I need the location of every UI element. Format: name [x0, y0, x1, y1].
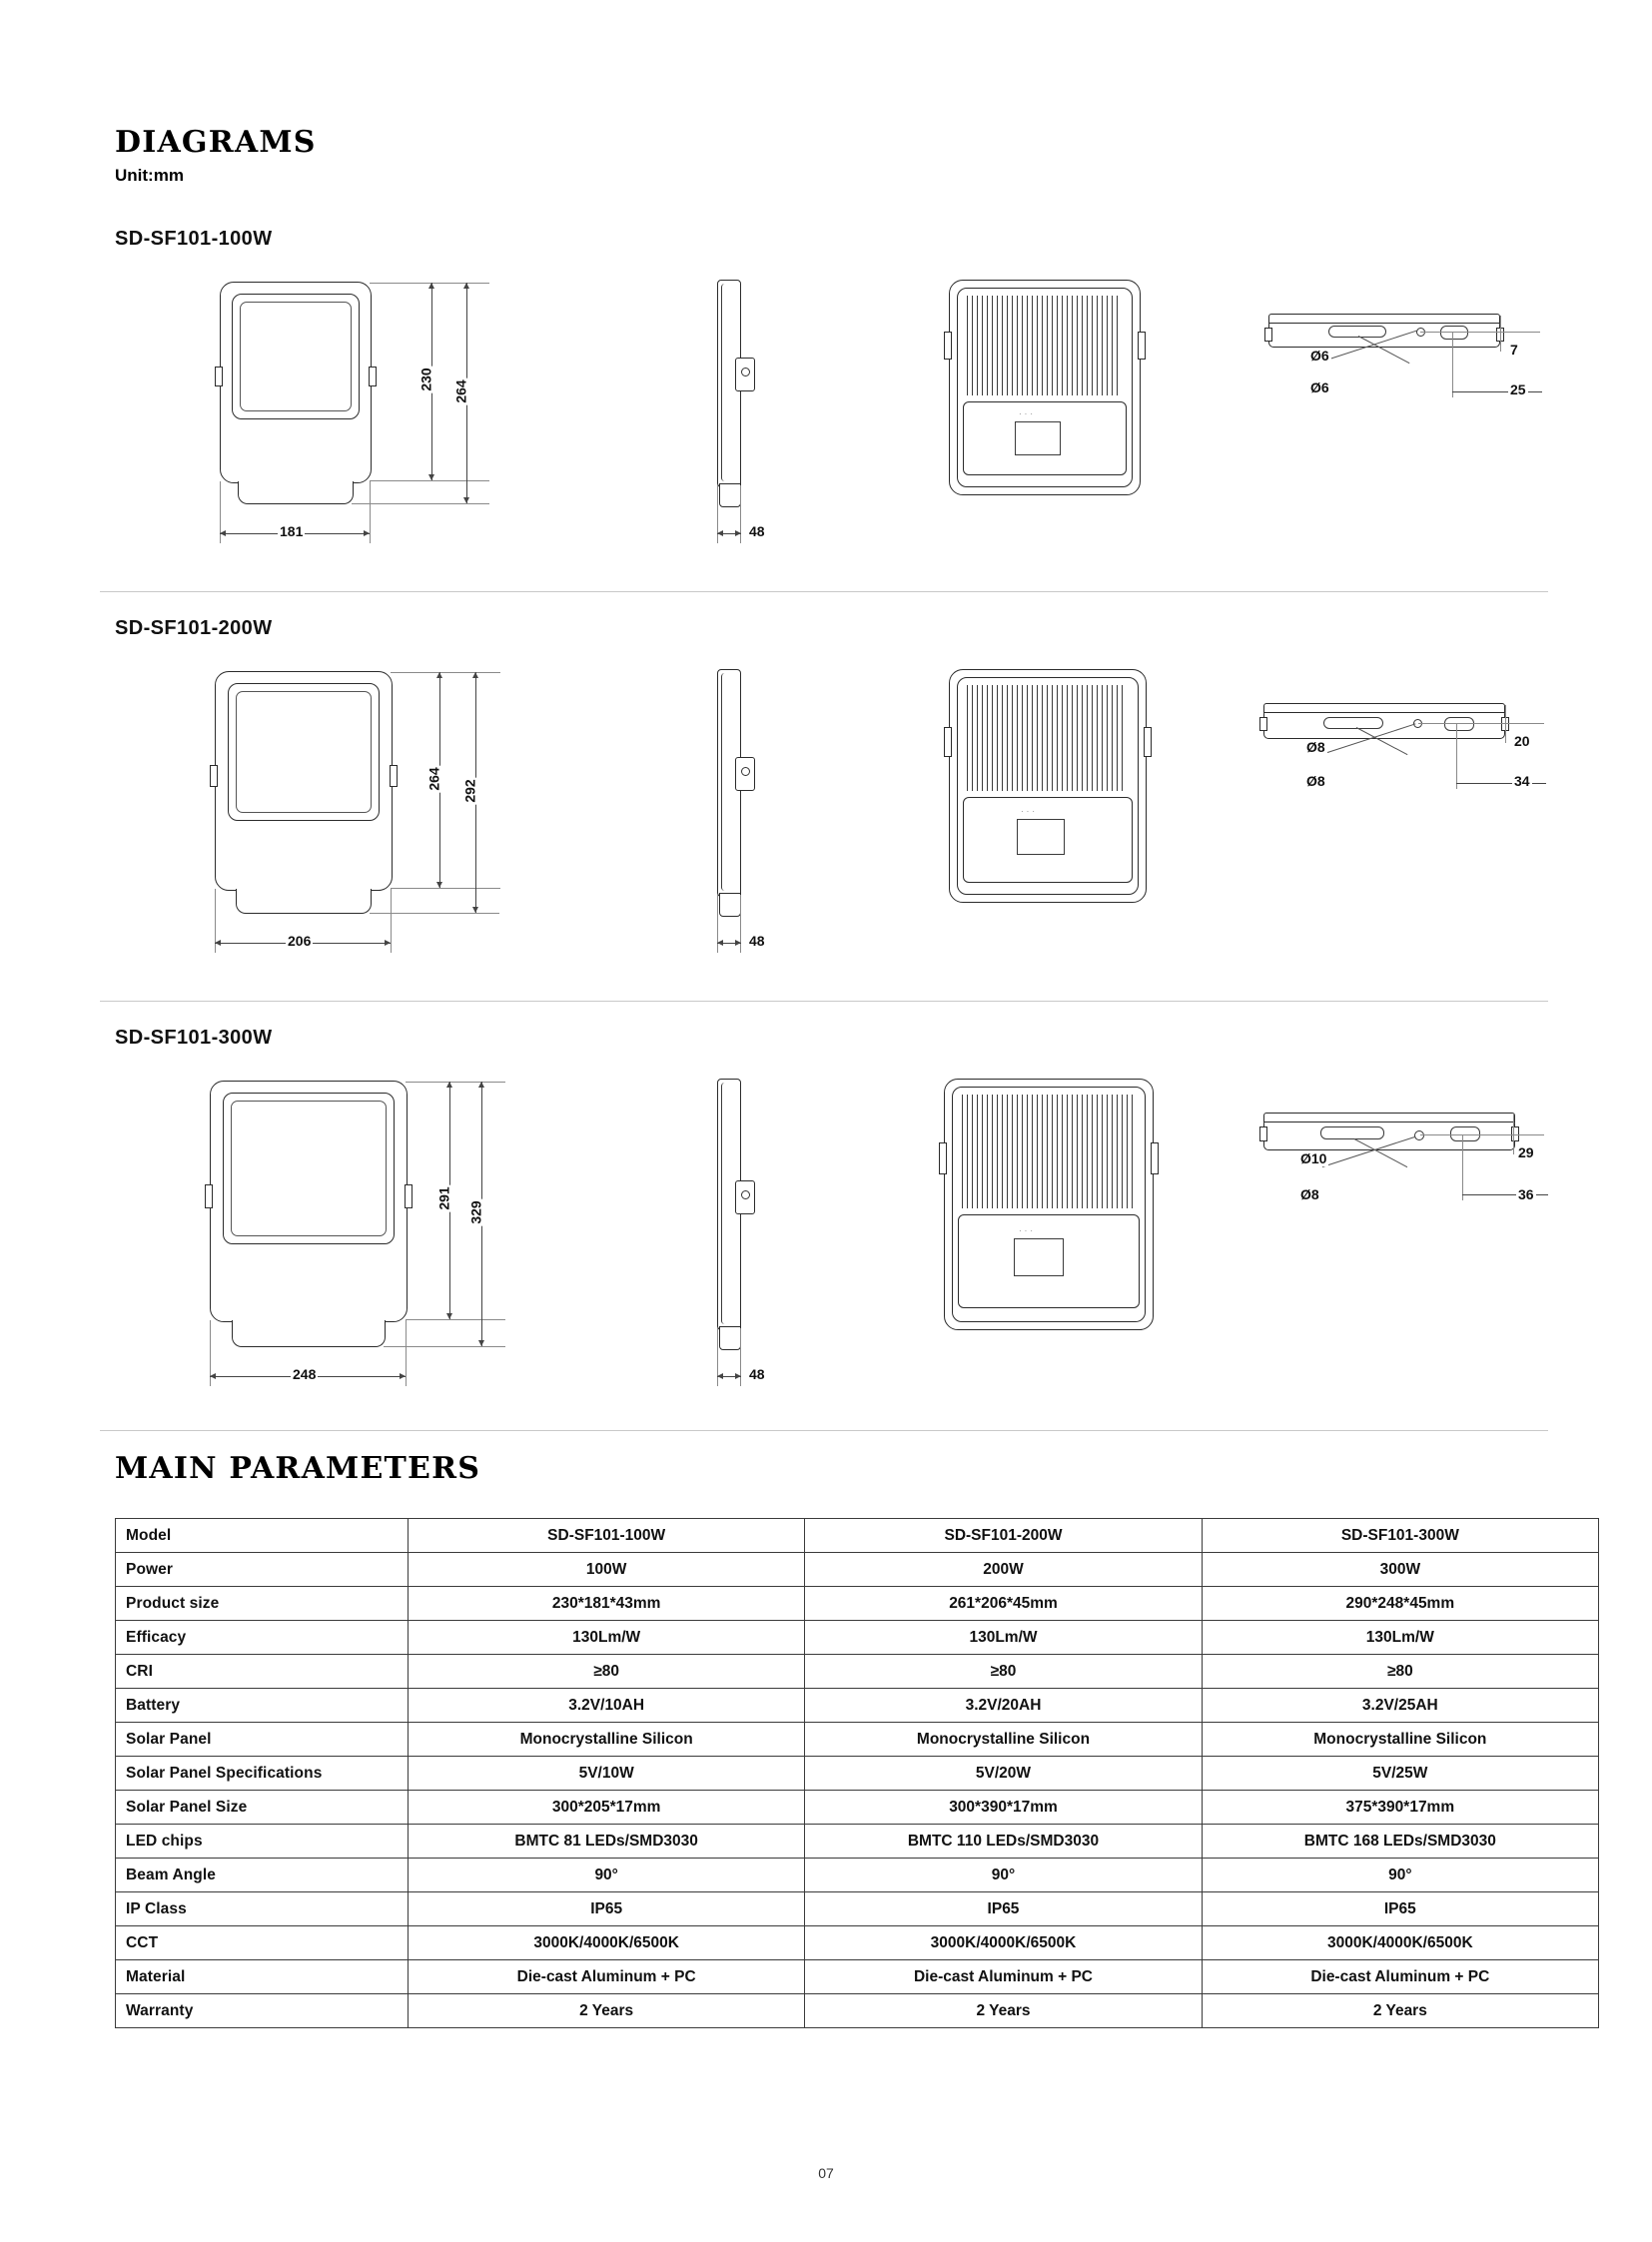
- heatsink-fins: [967, 685, 1127, 791]
- front-left-nub: [205, 1184, 213, 1208]
- row-value-300w: 300W: [1202, 1553, 1598, 1587]
- diagram-block-100w: [100, 262, 1548, 581]
- front-left-nub: [210, 765, 218, 787]
- row-value-300w: IP65: [1202, 1892, 1598, 1926]
- diagram-block-200w: [100, 651, 1548, 981]
- diagrams-title: DIAGRAMS: [115, 125, 317, 160]
- row-value-300w: 5V/25W: [1202, 1757, 1598, 1791]
- front-lens: [231, 1101, 387, 1236]
- unit-label: Unit:mm: [115, 166, 184, 185]
- dim-front-width: 181: [280, 523, 304, 539]
- dim-front-inner-height: 230: [417, 368, 434, 391]
- back-view-200w: [859, 661, 1179, 981]
- row-value-200w: 5V/20W: [805, 1757, 1202, 1791]
- back-view-300w: [859, 1071, 1179, 1410]
- side-edge-line: [721, 284, 728, 481]
- side-base: [719, 1326, 741, 1350]
- top-dim-2: 34: [1514, 773, 1530, 789]
- top-view-200w: [1209, 661, 1538, 981]
- back-view-100w: [859, 272, 1179, 571]
- front-base: [236, 889, 372, 914]
- front-left-nub: [215, 367, 223, 386]
- row-value-100w: IP65: [409, 1892, 805, 1926]
- top-hole-label-1: Ø8: [1306, 739, 1325, 755]
- top-view-300w: [1209, 1071, 1538, 1410]
- back-left-nub: [944, 332, 952, 360]
- front-base: [238, 481, 354, 504]
- parameters-table-body: [116, 1519, 1599, 2028]
- model-label-200w: SD-SF101-200W: [115, 617, 273, 639]
- row-value-100w: 3.2V/10AH: [409, 1689, 805, 1723]
- row-value-200w: ≥80: [805, 1655, 1202, 1689]
- row-value-200w: 130Lm/W: [805, 1621, 1202, 1655]
- top-left-nub: [1259, 1126, 1267, 1141]
- row-value-300w: 2 Years: [1202, 1994, 1598, 2028]
- row-value-300w: SD-SF101-300W: [1202, 1519, 1598, 1553]
- side-edge-line: [721, 673, 728, 891]
- parameters-table: [115, 1518, 1599, 2028]
- row-label: Product size: [116, 1587, 409, 1621]
- table-row: [116, 1960, 1599, 1994]
- row-value-100w: 3000K/4000K/6500K: [409, 1926, 805, 1960]
- model-label-100w: SD-SF101-100W: [115, 228, 273, 250]
- row-label: Material: [116, 1960, 409, 1994]
- top-hole-a: [1414, 1130, 1424, 1140]
- back-right-nub: [1144, 727, 1152, 757]
- row-value-100w: 300*205*17mm: [409, 1791, 805, 1825]
- back-left-nub: [939, 1142, 947, 1174]
- row-value-300w: Monocrystalline Silicon: [1202, 1723, 1598, 1757]
- table-row: [116, 1553, 1599, 1587]
- table-row: [116, 1757, 1599, 1791]
- table-row: [116, 1791, 1599, 1825]
- row-value-300w: 375*390*17mm: [1202, 1791, 1598, 1825]
- parameters-table-wrapper: [115, 1518, 1599, 2028]
- table-row: [116, 1825, 1599, 1859]
- row-value-200w: BMTC 110 LEDs/SMD3030: [805, 1825, 1202, 1859]
- row-value-200w: 261*206*45mm: [805, 1587, 1202, 1621]
- row-value-100w: BMTC 81 LEDs/SMD3030: [409, 1825, 805, 1859]
- side-base: [719, 483, 741, 507]
- diagrams-heading: [115, 125, 317, 186]
- top-hole-label-1: Ø6: [1310, 348, 1329, 364]
- dim-side-depth: 48: [749, 1366, 765, 1382]
- row-value-300w: 90°: [1202, 1859, 1598, 1892]
- top-lip: [1268, 314, 1500, 324]
- table-row: [116, 1519, 1599, 1553]
- top-left-nub: [1264, 328, 1272, 342]
- row-value-200w: 2 Years: [805, 1994, 1202, 2028]
- front-view-100w: [160, 272, 489, 571]
- row-value-300w: ≥80: [1202, 1655, 1598, 1689]
- top-dim-1: 7: [1510, 342, 1518, 358]
- row-value-100w: 100W: [409, 1553, 805, 1587]
- front-right-nub: [369, 367, 377, 386]
- row-value-200w: 3000K/4000K/6500K: [805, 1926, 1202, 1960]
- top-hole-label-2: Ø6: [1310, 379, 1329, 395]
- back-label-window: [1014, 1238, 1064, 1276]
- top-dim-2: 25: [1510, 381, 1526, 397]
- table-row: [116, 1621, 1599, 1655]
- row-label: Solar Panel Size: [116, 1791, 409, 1825]
- top-connector: [1440, 326, 1468, 340]
- table-row: [116, 1655, 1599, 1689]
- row-value-300w: Die-cast Aluminum + PC: [1202, 1960, 1598, 1994]
- side-edge-line: [721, 1083, 728, 1324]
- row-label: Solar Panel: [116, 1723, 409, 1757]
- front-base: [232, 1320, 386, 1347]
- row-value-100w: 130Lm/W: [409, 1621, 805, 1655]
- page-number: 07: [818, 2165, 834, 2181]
- row-value-300w: 3.2V/25AH: [1202, 1689, 1598, 1723]
- row-value-300w: 130Lm/W: [1202, 1621, 1598, 1655]
- row-label: CRI: [116, 1655, 409, 1689]
- row-label: Beam Angle: [116, 1859, 409, 1892]
- top-lip: [1263, 703, 1505, 713]
- back-dots: ···: [1019, 409, 1036, 418]
- row-label: Efficacy: [116, 1621, 409, 1655]
- row-value-100w: Die-cast Aluminum + PC: [409, 1960, 805, 1994]
- dim-side-depth: 48: [749, 523, 765, 539]
- top-view-100w: [1209, 272, 1538, 571]
- dim-front-outer-height: 292: [461, 779, 478, 803]
- row-value-200w: 200W: [805, 1553, 1202, 1587]
- row-label: Battery: [116, 1689, 409, 1723]
- table-row: [116, 1859, 1599, 1892]
- model-label-300w: SD-SF101-300W: [115, 1027, 273, 1049]
- dim-front-width: 248: [293, 1366, 317, 1382]
- row-value-200w: 3.2V/20AH: [805, 1689, 1202, 1723]
- row-value-100w: 230*181*43mm: [409, 1587, 805, 1621]
- row-label: LED chips: [116, 1825, 409, 1859]
- row-value-200w: Monocrystalline Silicon: [805, 1723, 1202, 1757]
- row-value-100w: 5V/10W: [409, 1757, 805, 1791]
- row-value-300w: 3000K/4000K/6500K: [1202, 1926, 1598, 1960]
- side-bracket-hole: [741, 1190, 750, 1199]
- table-row: [116, 1926, 1599, 1960]
- dim-front-outer-height: 329: [467, 1200, 484, 1224]
- row-label: Model: [116, 1519, 409, 1553]
- top-left-nub: [1259, 717, 1267, 731]
- front-right-nub: [390, 765, 398, 787]
- back-right-nub: [1138, 332, 1146, 360]
- dim-front-inner-height: 264: [425, 767, 442, 791]
- table-row: [116, 1689, 1599, 1723]
- table-row: [116, 1994, 1599, 2028]
- top-lip: [1263, 1113, 1515, 1122]
- front-lens: [240, 302, 352, 411]
- back-left-nub: [944, 727, 952, 757]
- row-label: CCT: [116, 1926, 409, 1960]
- top-hole-label-2: Ø8: [1306, 773, 1325, 789]
- row-value-300w: BMTC 168 LEDs/SMD3030: [1202, 1825, 1598, 1859]
- top-dim-1: 20: [1514, 733, 1530, 749]
- dim-front-inner-height: 291: [435, 1186, 452, 1210]
- dim-front-width: 206: [288, 933, 312, 949]
- top-hole-label-1: Ø10: [1300, 1150, 1327, 1166]
- row-value-100w: Monocrystalline Silicon: [409, 1723, 805, 1757]
- side-base: [719, 893, 741, 917]
- row-value-200w: 300*390*17mm: [805, 1791, 1202, 1825]
- row-label: Power: [116, 1553, 409, 1587]
- row-value-100w: ≥80: [409, 1655, 805, 1689]
- heatsink-fins: [967, 296, 1121, 395]
- back-label-window: [1017, 819, 1065, 855]
- table-row: [116, 1587, 1599, 1621]
- dim-front-outer-height: 264: [452, 379, 469, 403]
- front-right-nub: [405, 1184, 413, 1208]
- row-value-100w: SD-SF101-100W: [409, 1519, 805, 1553]
- side-bracket-hole: [741, 368, 750, 376]
- row-label: Solar Panel Specifications: [116, 1757, 409, 1791]
- front-view-200w: [160, 661, 489, 981]
- row-value-200w: 90°: [805, 1859, 1202, 1892]
- back-right-nub: [1151, 1142, 1159, 1174]
- table-row: [116, 1892, 1599, 1926]
- main-parameters-title: MAIN PARAMETERS: [115, 1451, 481, 1486]
- dim-side-depth: 48: [749, 933, 765, 949]
- side-view-200w: [599, 661, 799, 981]
- row-value-200w: Die-cast Aluminum + PC: [805, 1960, 1202, 1994]
- top-dim-2: 36: [1518, 1186, 1534, 1202]
- back-dots: ···: [1021, 807, 1038, 816]
- row-value-200w: SD-SF101-200W: [805, 1519, 1202, 1553]
- row-label: Warranty: [116, 1994, 409, 2028]
- top-connector: [1444, 717, 1474, 731]
- top-dim-1: 29: [1518, 1144, 1534, 1160]
- side-view-100w: [599, 272, 799, 571]
- row-label: IP Class: [116, 1892, 409, 1926]
- side-bracket-hole: [741, 767, 750, 776]
- front-lens: [236, 691, 372, 813]
- top-slot: [1320, 1126, 1384, 1139]
- front-view-300w: [160, 1071, 489, 1410]
- table-row: [116, 1723, 1599, 1757]
- heatsink-fins: [962, 1095, 1134, 1208]
- row-value-100w: 90°: [409, 1859, 805, 1892]
- top-hole-label-2: Ø8: [1300, 1186, 1319, 1202]
- back-label-window: [1015, 421, 1061, 455]
- top-slot: [1323, 717, 1383, 729]
- row-value-200w: IP65: [805, 1892, 1202, 1926]
- diagram-block-300w: [100, 1061, 1548, 1410]
- row-value-300w: 290*248*45mm: [1202, 1587, 1598, 1621]
- back-dots: ···: [1019, 1226, 1036, 1235]
- row-value-100w: 2 Years: [409, 1994, 805, 2028]
- side-view-300w: [599, 1071, 799, 1410]
